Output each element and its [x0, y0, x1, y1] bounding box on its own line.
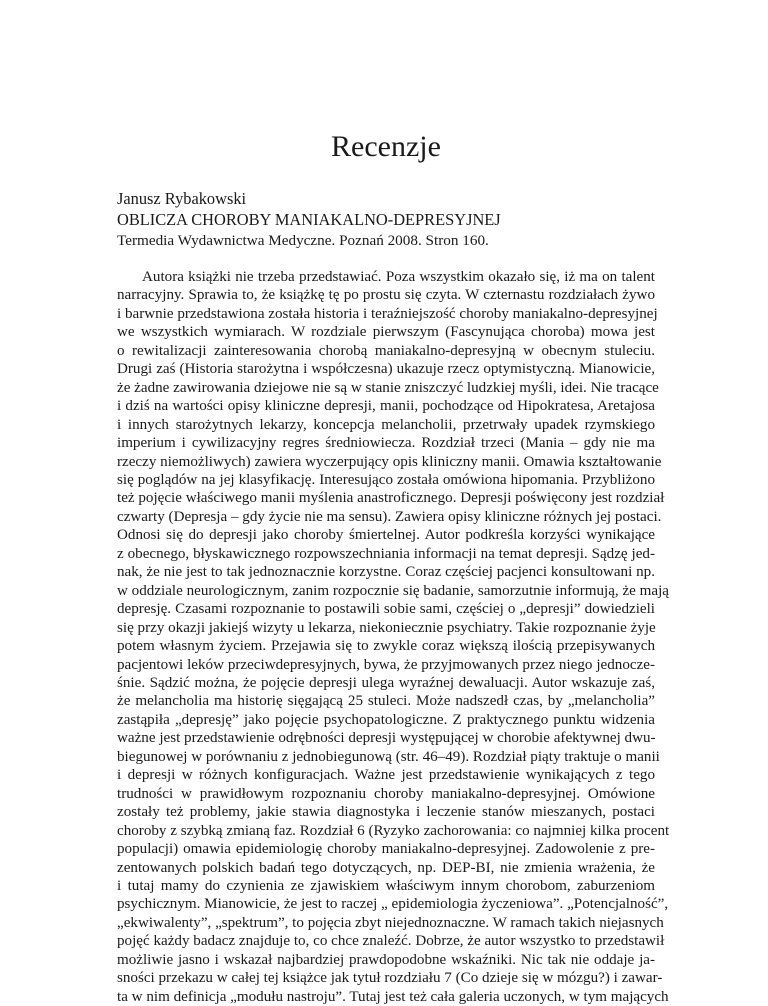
text-line: populacji) omawia epidemiologię choroby maniakalno-depresyjnej. Zadowolenie z pre- — [117, 841, 655, 858]
text-line: i dziś na wartości opisy kliniczne depresji, manii, pochodzące od Hipokratesa, Aretajosa — [117, 398, 655, 415]
text-line: ta w nim definicja „modułu nastroju”. Tutaj jest też cała galeria uczonych, w tym mających — [117, 988, 669, 1005]
text-line: zentowanych polskich badań tego dotyczących, np. DEP-BI, nie zmienia wrażenia, że — [117, 859, 655, 876]
text-line: też pojęcie właściwego manii myślenia anastroficznego. Depresji poświęcony jest rozdział — [117, 490, 665, 507]
text-line: z obecnego, błyskawicznego rozpowszechniania informacji na temat depresji. Sądzę jed- — [117, 545, 655, 562]
text-line: potem własnym życiem. Przejawia się to zwykle coraz większą ilością przepisywanych — [117, 638, 655, 655]
text-line: zostały też problemy, jakie stawia diagnostyka i leczenie stanów mieszanych, postaci — [117, 804, 655, 821]
text-line: depresję. Czasami rozpoznanie to postawili sobie sami, częściej o „depresji” dowiedzieli — [117, 601, 655, 618]
book-publisher: Termedia Wydawnictwa Medyczne. Poznań 2008. Stron 160. — [117, 232, 489, 249]
text-line: i barwnie przedstawiona została historia i teraźniejszość choroby maniakalno-depresyjnej — [117, 305, 658, 322]
text-line: „ekwiwalenty”, „spektrum”, to pojęcia zbyt niejednoznaczne. W ramach takich niejasnych — [117, 914, 664, 931]
review-page — [117, 0, 670, 1006]
text-line: i innych starożytnych lekarzy, koncepcja melancholii, przetrwały upadek rzymskiego — [117, 416, 655, 433]
text-line: nak, że nie jest to tak jednoznacznie korzystne. Coraz częściej pacjenci konsultowani np. — [117, 564, 655, 581]
text-line: że melancholia ma historię sięgającą 25 stuleci. Może nadszedł czas, by „melancholia” — [117, 693, 655, 710]
text-line: choroby z szybką zmianą faz. Rozdział 6 (Ryzyko zachorowania: co najmniej kilka procent — [117, 822, 670, 839]
text-line: pojęć każdy badacz znajduje to, co chce znaleźć. Dobrze, że autor wszystko to przedstawił — [117, 933, 665, 950]
book-title: OBLICZA CHOROBY MANIAKALNO-DEPRESYJNEJ — [117, 210, 501, 229]
text-line: narracyjny. Sprawia to, że książkę tę po prostu się czyta. W czternastu rozdziałach żywo — [117, 287, 655, 304]
text-line: że żadne zawirowania dziejowe nie są w stanie zniszczyć ludzkiej myśli, idei. Nie tracące — [117, 379, 659, 396]
review-text — [117, 268, 670, 1006]
text-line: biegunowej w porównaniu z jednobiegunową (str. 46–49). Rozdział piąty traktuje o manii — [117, 748, 660, 765]
text-line: się przy okazji jakiejś wizyty u lekarza, niekoniecznie psychiatry. Takie rozpoznanie żyje — [117, 619, 656, 636]
text-line: czwarty (Depresja – gdy życie nie ma sensu). Zawiera opisy kliniczne różnych jej postaci. — [117, 508, 662, 525]
text-line: we wszystkich wymiarach. W rozdziale pierwszym (Fascynująca choroba) mowa jest — [117, 324, 655, 341]
text-line: śnie. Sądzić można, że pojęcie depresji ulega wyraźnej dewaluacji. Autor wskazuje zaś, — [117, 674, 655, 691]
book-author: Janusz Rybakowski — [117, 189, 247, 208]
text-line: rzeczy niemożliwych) zawiera wyczerpujący opis kliniczny manii. Omawia kształtowanie — [117, 453, 662, 470]
text-line: i tutaj mamy do czynienia ze zjawiskiem właściwym innym chorobom, zaburzeniom — [117, 877, 655, 894]
text-line: pacjentowi leków przeciwdepresyjnych, bywa, że przyjmowanych przez niego jednocze- — [117, 656, 655, 673]
book-metadata — [117, 188, 655, 251]
text-line: psychicznym. Mianowicie, że jest to raczej „ epidemiologia życzeniowa”. „Potencjalność”, — [117, 896, 669, 913]
text-line: Autora książki nie trzeba przedstawiać. Poza wszystkim okazało się, iż ma on talent — [142, 269, 655, 285]
text-line: i depresji w różnych konfiguracjach. Ważne jest przedstawienie wynikających z tego — [117, 767, 655, 784]
text-line: ważne jest przedstawienie odrębności depresji występującej w chorobie afektywnej dwu- — [117, 730, 656, 747]
text-line: Drugi zaś (Historia starożytna i współczesna) ukazuje rzecz optymistyczną. Mianowicie, — [117, 361, 655, 378]
text-line: możliwie jasno i wskazał najbardziej prawdopodobne wskaźniki. Nic tak nie oddaje ja- — [117, 951, 655, 968]
text-line: o rewitalizacji zainteresowania chorobą maniakalno-depresyjną w obecnym stuleciu. — [117, 342, 655, 359]
section-title: Recenzje — [331, 130, 441, 163]
text-line: zastąpiła „depresję” jako pojęcie psychopatologiczne. Z praktycznego punktu widzenia — [117, 711, 655, 728]
text-line: się poglądów na jej klasyfikację. Interesująco została omówiona hipomania. Przybliżono — [117, 471, 655, 488]
text-line: w oddziale neurologicznym, zanim rozpocznie się badanie, samorzutnie informują, że mają — [117, 582, 669, 599]
text-line: Odnosi się do depresji jako choroby śmiertelnej. Autor podkreśla korzyści wynikające — [117, 527, 655, 544]
text-line: trudności w prawidłowym rozpoznaniu choroby maniakalno-depresyjnej. Omówione — [117, 785, 655, 802]
text-line: sności przekazu w całej tej książce jak tytuł rozdziału 7 (Co dzieje się w mózgu?) i zawar- — [117, 970, 663, 987]
text-line: imperium i cywilizacyjny regres średniowiecza. Rozdział trzeci (Mania – gdy nie ma — [117, 435, 655, 452]
